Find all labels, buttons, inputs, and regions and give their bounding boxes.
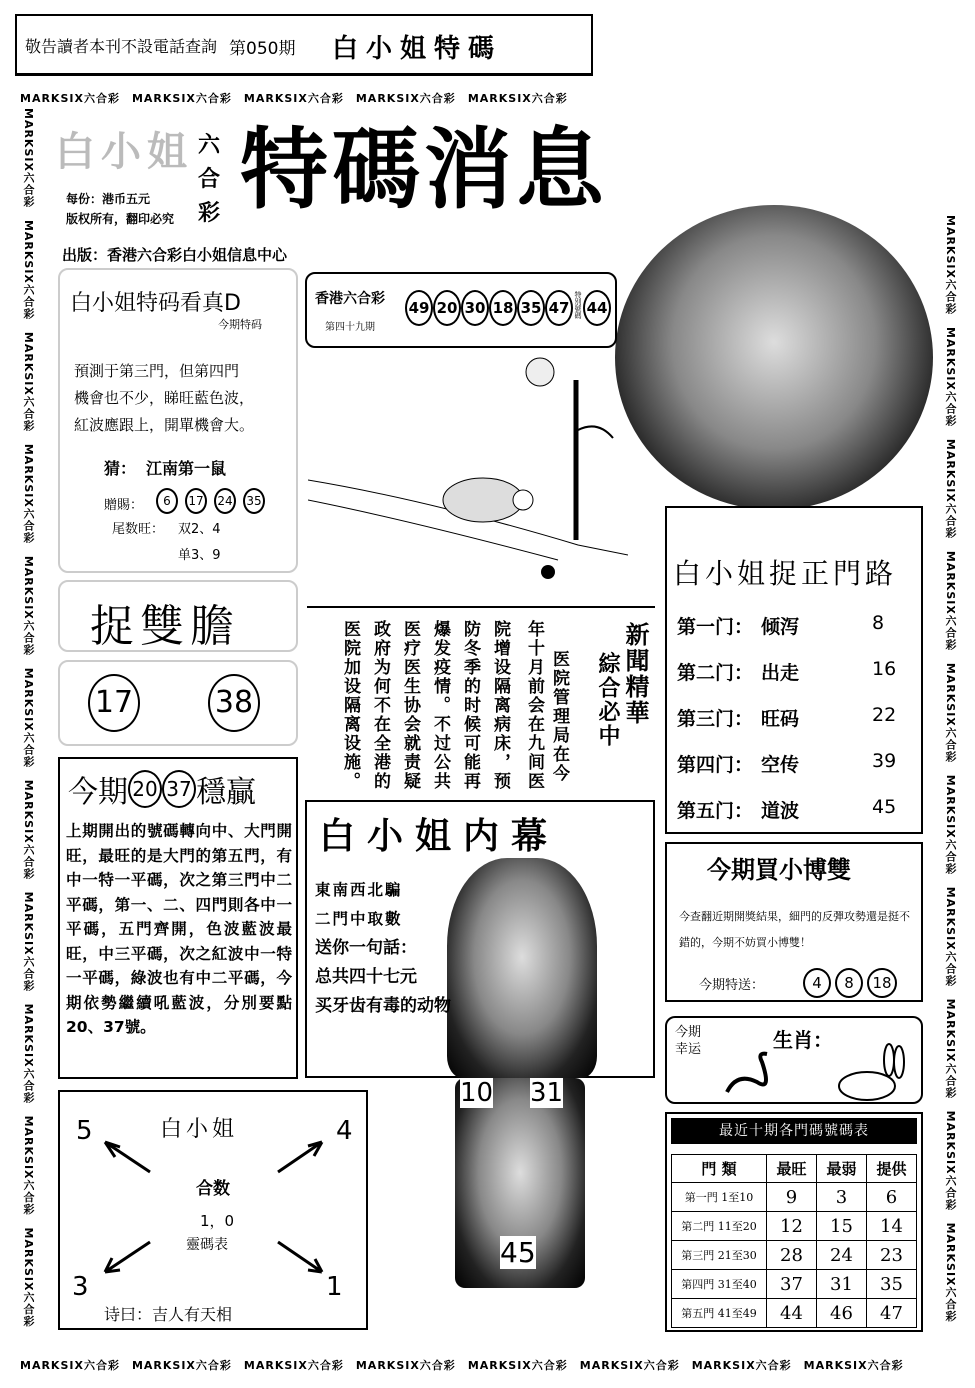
win-box bbox=[58, 757, 298, 1079]
news-side-subtitle: 綜合必中 bbox=[595, 652, 621, 748]
rabbit-illustration bbox=[308, 350, 628, 600]
results-period: 第四十九期 bbox=[325, 322, 375, 333]
table-row: 第五門 41至49 44 46 47 bbox=[672, 1299, 917, 1328]
double-ball-1: 17 bbox=[88, 674, 140, 732]
header-issue: 第050期 bbox=[229, 39, 296, 59]
news-col-3: 院增设隔离病床，预 bbox=[490, 620, 510, 791]
small-double-text: 今查翻近期開獎結果，細門的反彈攻勢還是挺不錯的，今期不妨買小博雙！ bbox=[679, 910, 910, 949]
door-row-4: 第四门： 空传 39 bbox=[677, 750, 897, 776]
compass-title: 白小姐 bbox=[160, 1117, 239, 1142]
table-label: 靈碼表 bbox=[186, 1237, 228, 1253]
header-notice: 敬告讀者本刊不設電話查詢 bbox=[25, 37, 218, 56]
border-bottom: MARKSIX六合彩 MARKSIX六合彩 MARKSIX六合彩 MARKSIX六合彩 MARKSIX六合彩 MARKSIX六合彩 MARKSIX六合彩 MARKSIX六合彩 bbox=[20, 1359, 904, 1372]
win-suffix: 穩贏 bbox=[196, 775, 256, 810]
table-header: 門 類 bbox=[672, 1155, 767, 1183]
news-box bbox=[307, 606, 655, 798]
main-title: 特碼消息 bbox=[240, 117, 609, 221]
poem: 诗曰：吉人有天相 bbox=[104, 1305, 233, 1324]
double-title-box bbox=[58, 580, 298, 652]
tema-text: 預測于第三門，但第四門 機會也不少，睇旺藍色波， 紅波應跟上，開單機會大。 bbox=[74, 362, 255, 434]
gift-numbers bbox=[156, 488, 265, 514]
tema-box bbox=[58, 268, 298, 573]
compass-num-tl: 5 bbox=[76, 1116, 93, 1146]
result-ball: 18 bbox=[489, 290, 517, 326]
tema-title: 白小姐特码看真D bbox=[70, 291, 241, 316]
table-header: 最弱 bbox=[817, 1155, 867, 1183]
small-gift-ball: 18 bbox=[867, 968, 897, 998]
result-ball: 47 bbox=[545, 290, 573, 326]
compass-num-tr: 4 bbox=[336, 1116, 353, 1146]
small-gift-label: 今期特送： bbox=[699, 978, 765, 993]
border-right: MARKSIX六合彩 MARKSIX六合彩 MARKSIX六合彩 MARKSIX六合彩 MARKSIX六合彩 MARKSIX六合彩 MARKSIX六合彩 MARKSIX六合彩 MARKSIX六合彩 MARKSIX六合彩 bbox=[944, 215, 957, 1323]
compass-num-br: 1 bbox=[326, 1272, 343, 1302]
inside-num-1: 10 bbox=[460, 1078, 494, 1108]
table-row: 第一門 1至10 9 3 6 bbox=[672, 1183, 917, 1212]
border-left: MARKSIX六合彩 MARKSIX六合彩 MARKSIX六合彩 MARKSIX六合彩 MARKSIX六合彩 MARKSIX六合彩 MARKSIX六合彩 MARKSIX六合彩 MARKSIX六合彩 MARKSIX六合彩 MARKSIX六合彩 bbox=[22, 108, 35, 1328]
inside-photo bbox=[447, 858, 597, 1078]
news-col-5: 爆发疫情。不过公共 bbox=[430, 620, 450, 791]
door-row-5: 第五门： 道波 45 bbox=[677, 796, 897, 822]
compass-arrows bbox=[60, 1092, 370, 1332]
price: 每份：港币五元 bbox=[66, 192, 151, 206]
gift-ball: 6 bbox=[156, 488, 178, 514]
small-double-box bbox=[665, 842, 923, 1002]
win-ball-1: 20 bbox=[128, 770, 162, 808]
zodiac-icons bbox=[717, 1042, 917, 1102]
door-row-1: 第一门： 倾泻 8 bbox=[677, 612, 885, 638]
small-gift-ball: 4 bbox=[803, 968, 831, 998]
result-ball: 49 bbox=[405, 290, 433, 326]
logo: 白小姐 bbox=[55, 128, 193, 175]
sum-value: 1，0 bbox=[200, 1212, 235, 1230]
lhc-label: 六合彩 bbox=[198, 132, 221, 226]
tail-double: 双2、4 bbox=[178, 522, 221, 537]
doors-box bbox=[665, 506, 923, 834]
guess-label: 猜： bbox=[104, 459, 137, 478]
door-row-2: 第二门： 出走 16 bbox=[677, 658, 897, 684]
win-header bbox=[68, 767, 256, 811]
double-ball-2: 38 bbox=[208, 674, 260, 732]
table-row: 第三門 21至30 28 24 23 bbox=[672, 1241, 917, 1270]
double-title: 捉雙膽 bbox=[90, 601, 240, 652]
news-col-2: 年十月前会在九间医 bbox=[524, 620, 544, 791]
win-prefix: 今期 bbox=[68, 775, 128, 810]
table-row: 第二門 11至20 12 15 14 bbox=[672, 1212, 917, 1241]
compass-num-bl: 3 bbox=[72, 1272, 89, 1302]
table-title: 最近十期各門碼號碼表 bbox=[671, 1118, 917, 1144]
small-double-title: 今期買小博雙 bbox=[707, 856, 851, 884]
results-label: 香港六合彩 bbox=[315, 291, 385, 307]
inside-box bbox=[305, 800, 655, 1078]
news-col-6: 医疗医生协会就责疑 bbox=[400, 620, 420, 791]
number-table-box bbox=[665, 1112, 923, 1332]
top-photo bbox=[615, 205, 933, 510]
gift-ball: 17 bbox=[185, 488, 207, 514]
result-ball: 20 bbox=[433, 290, 461, 326]
doors-title: 白小姐捉正門路 bbox=[673, 557, 898, 590]
gift-ball: 24 bbox=[214, 488, 236, 514]
door-row-3: 第三门： 旺码 22 bbox=[677, 704, 897, 730]
result-ball: 30 bbox=[461, 290, 489, 326]
inside-title: 白小姐内幕 bbox=[319, 816, 560, 857]
number-table bbox=[671, 1154, 917, 1328]
header-title: 白小姐特碼 bbox=[332, 34, 503, 64]
publisher: 出版：香港六合彩白小姐信息中心 bbox=[62, 246, 288, 264]
guess-text: 江南第一鼠 bbox=[146, 459, 227, 478]
results-box bbox=[305, 272, 617, 348]
compass-box bbox=[58, 1090, 368, 1330]
results-numbers bbox=[405, 290, 611, 327]
table-row: 第四門 31至40 37 31 35 bbox=[672, 1270, 917, 1299]
tail-label: 尾数旺： bbox=[112, 522, 165, 537]
small-gift-ball: 8 bbox=[835, 968, 863, 998]
tema-sub: 今期特码 bbox=[218, 318, 262, 331]
gift-ball: 35 bbox=[243, 488, 265, 514]
win-text: 上期開出的號碼轉向中、大門開旺，最旺的是大門的第五門，有中一特一平碼，次之第三門中二平碼，第一、二、四門則各中一平碼，五門齊開，色波藍波最旺，中三平碼，次之紅波中一特一平碼，綠波也有中二平碼，今期依勢繼續吼藍波，分別要點20、37號。 bbox=[66, 822, 292, 1036]
news-col-1: 医院管理局在今 bbox=[549, 650, 569, 783]
table-header: 提供 bbox=[867, 1155, 917, 1183]
table-header: 最旺 bbox=[767, 1155, 817, 1183]
news-col-4: 防冬季的时候可能再 bbox=[460, 620, 480, 791]
copyright: 版权所有，翻印必究 bbox=[66, 212, 175, 226]
border-top: MARKSIX六合彩 MARKSIX六合彩 MARKSIX六合彩 MARKSIX六合彩 MARKSIX六合彩 bbox=[20, 92, 568, 105]
small-gift-numbers bbox=[803, 968, 897, 998]
news-col-7: 政府为何不在全港的 bbox=[370, 620, 390, 791]
inside-num-2: 31 bbox=[530, 1078, 564, 1108]
double-numbers-box bbox=[58, 660, 298, 746]
tail-single: 单3、9 bbox=[178, 548, 221, 563]
news-col-8: 医院加设隔离设施。 bbox=[340, 620, 360, 791]
inside-num-3: 45 bbox=[500, 1236, 536, 1269]
inside-text: 東南西北騙 二門中取數 送你一句話： 总共四十七元 买牙齿有毒的动物 bbox=[315, 881, 451, 1016]
zodiac-box bbox=[665, 1016, 923, 1104]
sum-label: 合数 bbox=[196, 1179, 230, 1199]
result-ball-special: 44 bbox=[583, 290, 611, 326]
gift-label: 贈賜： bbox=[104, 498, 144, 513]
result-ball: 35 bbox=[517, 290, 545, 326]
news-side-title: 新聞精華 bbox=[621, 622, 650, 726]
special-label: 特別號碼 bbox=[574, 290, 582, 319]
header-bar bbox=[15, 14, 593, 76]
zodiac-label: 生肖： bbox=[773, 1028, 833, 1052]
win-ball-2: 37 bbox=[162, 770, 196, 808]
zodiac-side: 今期幸运 bbox=[675, 1025, 702, 1057]
